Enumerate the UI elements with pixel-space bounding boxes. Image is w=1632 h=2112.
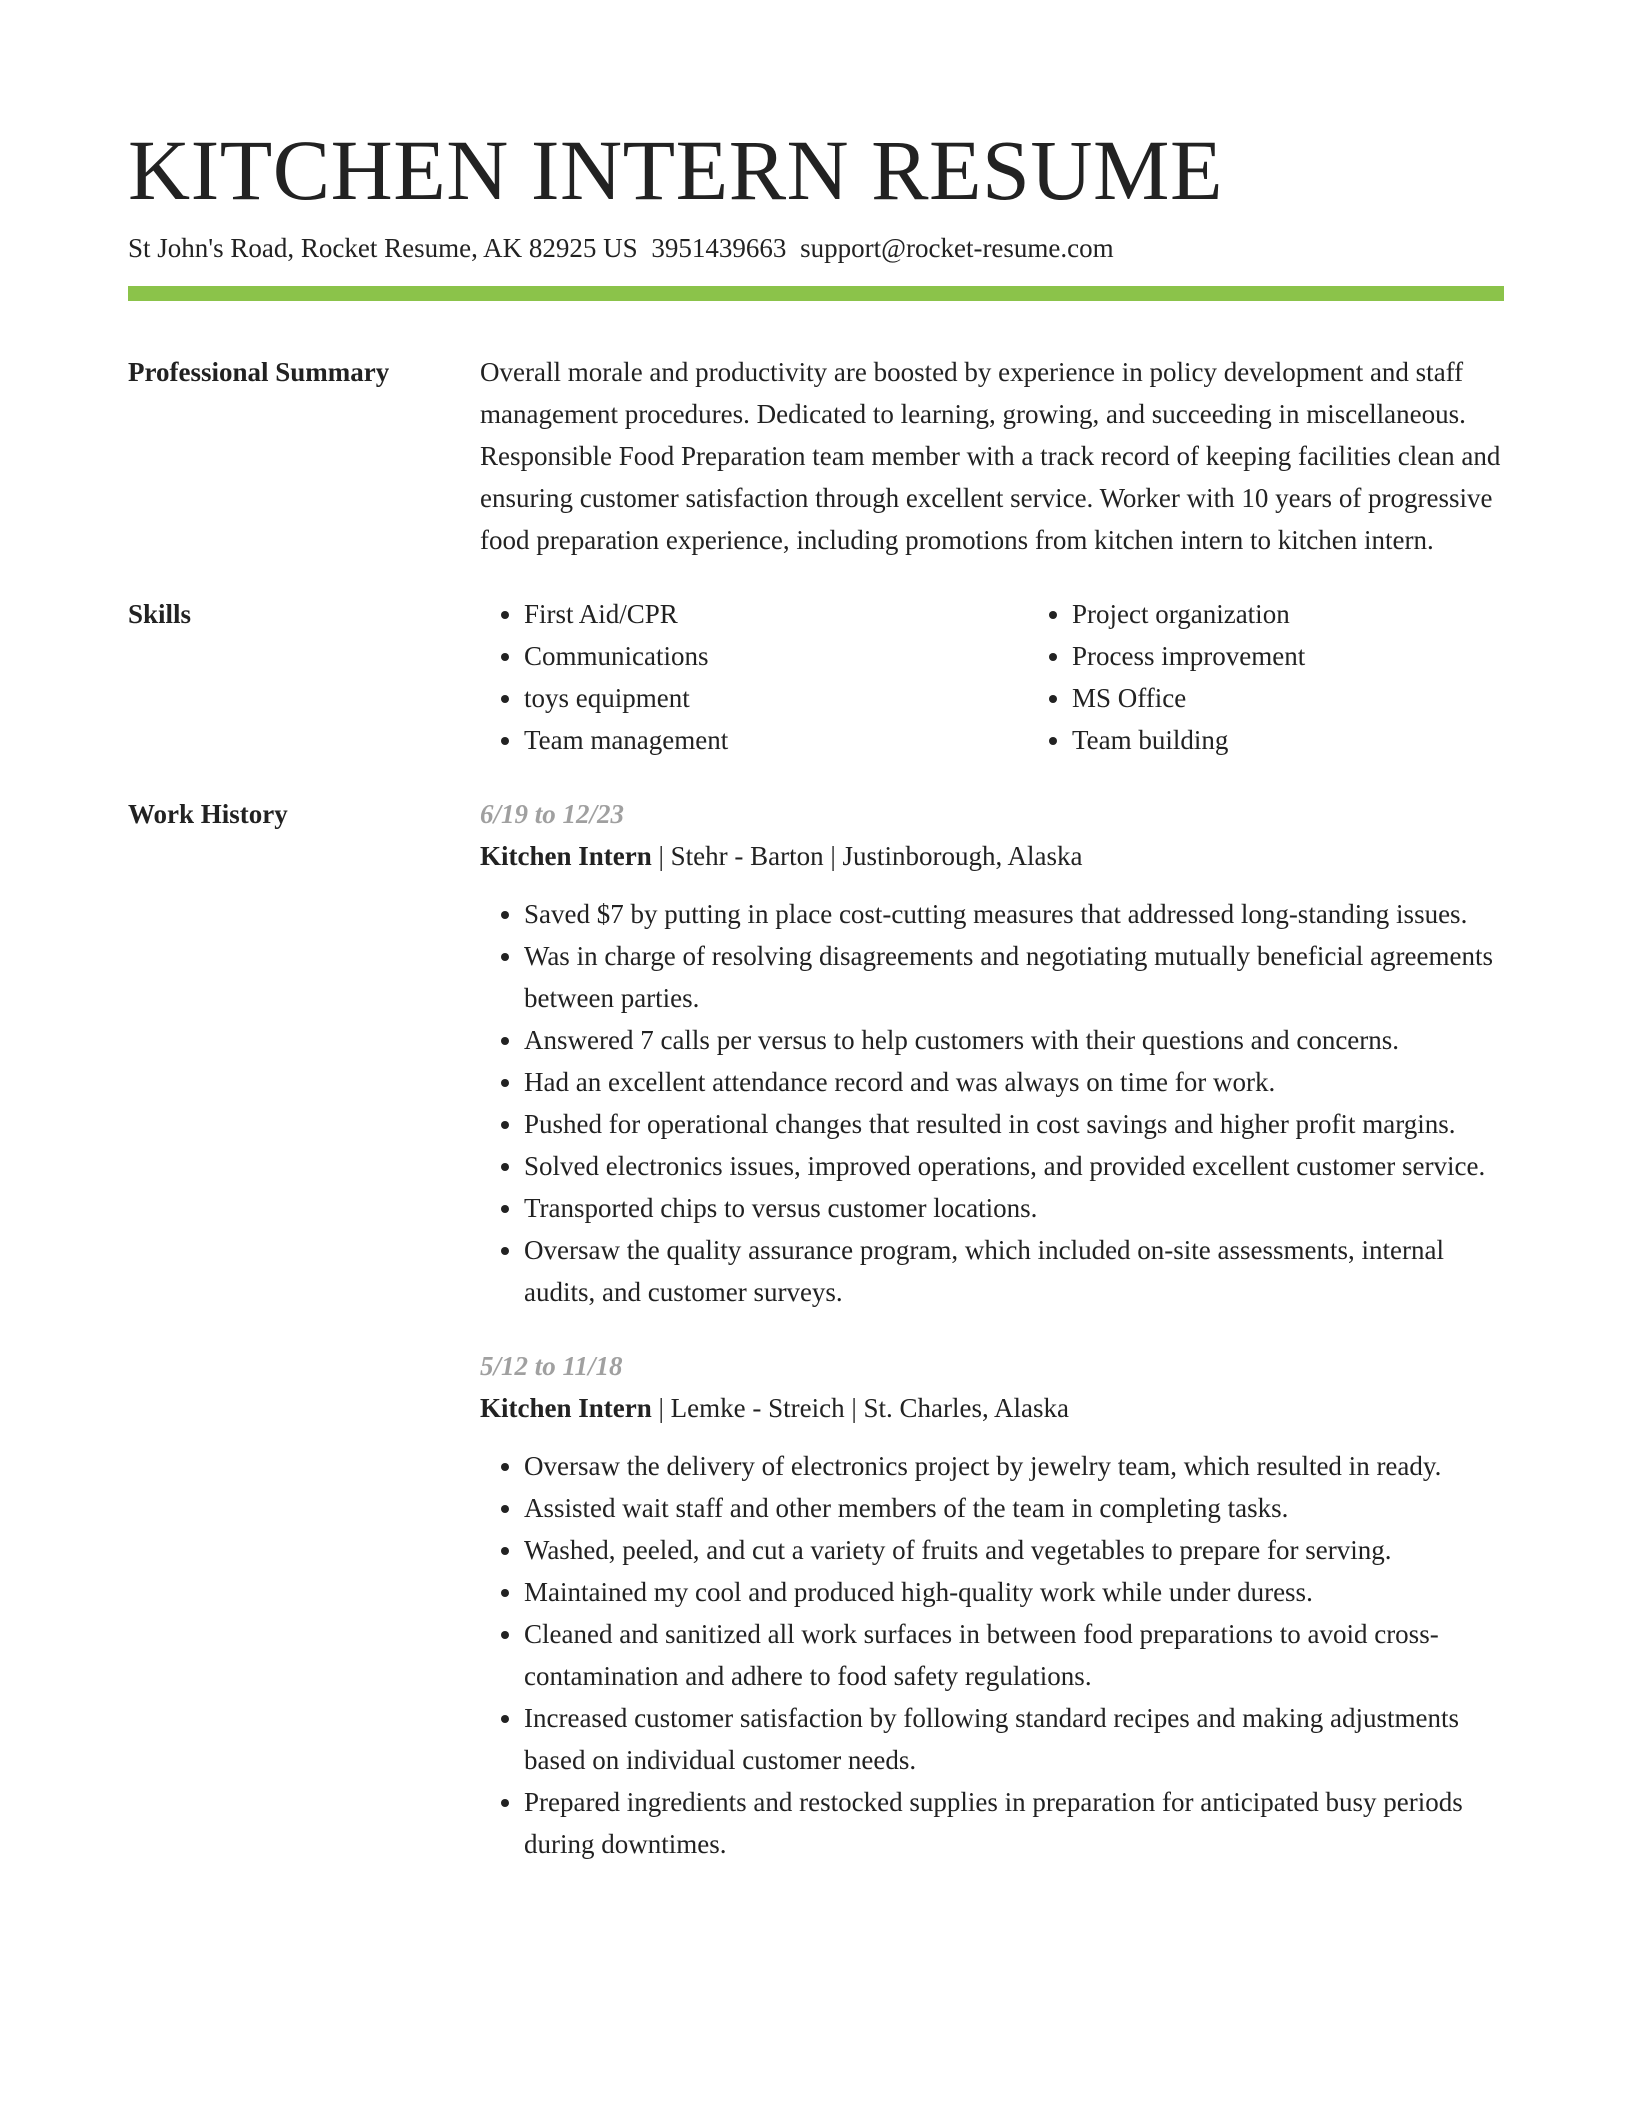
job-bullet: • Cleaned and sanitized all work surfaces in between food preparations to avoid cross-contamination and adhere to food safety regulations.	[524, 1613, 1504, 1697]
job-bullet: • Washed, peeled, and cut a variety of fruits and vegetables to prepare for serving.	[524, 1529, 1504, 1571]
work-history-body	[480, 793, 1504, 1897]
job-bullet: • Saved $7 by putting in place cost-cutting measures that addressed long-standing issues.	[524, 893, 1504, 935]
summary-body	[480, 351, 1504, 561]
job-dates: 6/19 to 12/23	[480, 799, 625, 829]
job-entry	[480, 793, 1504, 1313]
skill-item: • Process improvement	[1072, 635, 1576, 677]
resume-page	[128, 0, 1504, 1897]
skill-item: • Team management	[524, 719, 1028, 761]
summary-section	[128, 351, 1504, 561]
job-bullet: • Assisted wait staff and other members of the team in completing tasks.	[524, 1487, 1504, 1529]
job-bullet: • Answered 7 calls per versus to help customers with their questions and concerns.	[524, 1019, 1504, 1061]
job-title: Kitchen Intern	[480, 1393, 652, 1423]
work-history-section	[128, 793, 1504, 1897]
job-entry	[480, 1345, 1504, 1865]
skill-item: • Team building	[1072, 719, 1576, 761]
summary-label: Professional Summary	[128, 357, 390, 387]
job-bullets	[480, 1445, 1504, 1865]
job-bullet: • Oversaw the delivery of electronics project by jewelry team, which resulted in ready.	[524, 1445, 1504, 1487]
job-bullet: • Oversaw the quality assurance program, which included on-site assessments, internal audits, and customer surveys.	[524, 1229, 1504, 1313]
skills-column-left	[480, 593, 1028, 761]
resume-title: KITCHEN INTERN RESUME	[128, 122, 1223, 218]
job-details: | Lemke - Streich | St. Charles, Alaska	[651, 1393, 1069, 1423]
skills-label: Skills	[128, 599, 192, 629]
contact-address: St John's Road, Rocket Resume, AK 82925 US	[128, 233, 638, 263]
contact-line	[128, 230, 1504, 266]
job-bullet: • Was in charge of resolving disagreements and negotiating mutually beneficial agreements between parties.	[524, 935, 1504, 1019]
job-bullet: • Transported chips to versus customer locations.	[524, 1187, 1504, 1229]
summary-text: Overall morale and productivity are boosted by experience in policy development and staff management procedures. Dedicated to learning, growing, and succeeding in miscellaneous. Responsible Food Preparation team member with a track record of keeping facilities clean and ensuring customer satisfaction through excellent service. Worker with 10 years of progressive food preparation experience, including promotions from kitchen intern to kitchen intern.	[480, 357, 1501, 555]
contact-email: support@rocket-resume.com	[800, 233, 1114, 263]
job-heading	[480, 835, 1504, 877]
header-divider	[128, 286, 1504, 301]
skill-item: • First Aid/CPR	[524, 593, 1028, 635]
job-bullet: • Maintained my cool and produced high-quality work while under duress.	[524, 1571, 1504, 1613]
job-bullet: • Pushed for operational changes that resulted in cost savings and higher profit margins.	[524, 1103, 1504, 1145]
job-bullet: • Increased customer satisfaction by following standard recipes and making adjustments based on individual customer needs.	[524, 1697, 1504, 1781]
job-title: Kitchen Intern	[480, 841, 652, 871]
job-bullet: • Prepared ingredients and restocked supplies in preparation for anticipated busy periods during downtimes.	[524, 1781, 1504, 1865]
job-bullet: • Solved electronics issues, improved operations, and provided excellent customer service.	[524, 1145, 1504, 1187]
skills-grid	[480, 593, 1576, 761]
skill-item: • Project organization	[1072, 593, 1576, 635]
skills-section	[128, 593, 1504, 761]
job-bullets	[480, 893, 1504, 1313]
skills-column-right	[1028, 593, 1576, 761]
work-history-label: Work History	[128, 799, 288, 829]
skill-item: • MS Office	[1072, 677, 1576, 719]
job-heading	[480, 1387, 1504, 1429]
job-bullet: • Had an excellent attendance record and was always on time for work.	[524, 1061, 1504, 1103]
skill-item: • toys equipment	[524, 677, 1028, 719]
contact-phone: 3951439663	[651, 233, 787, 263]
job-details: | Stehr - Barton | Justinborough, Alaska	[651, 841, 1083, 871]
job-dates: 5/12 to 11/18	[480, 1351, 623, 1381]
skill-item: • Communications	[524, 635, 1028, 677]
